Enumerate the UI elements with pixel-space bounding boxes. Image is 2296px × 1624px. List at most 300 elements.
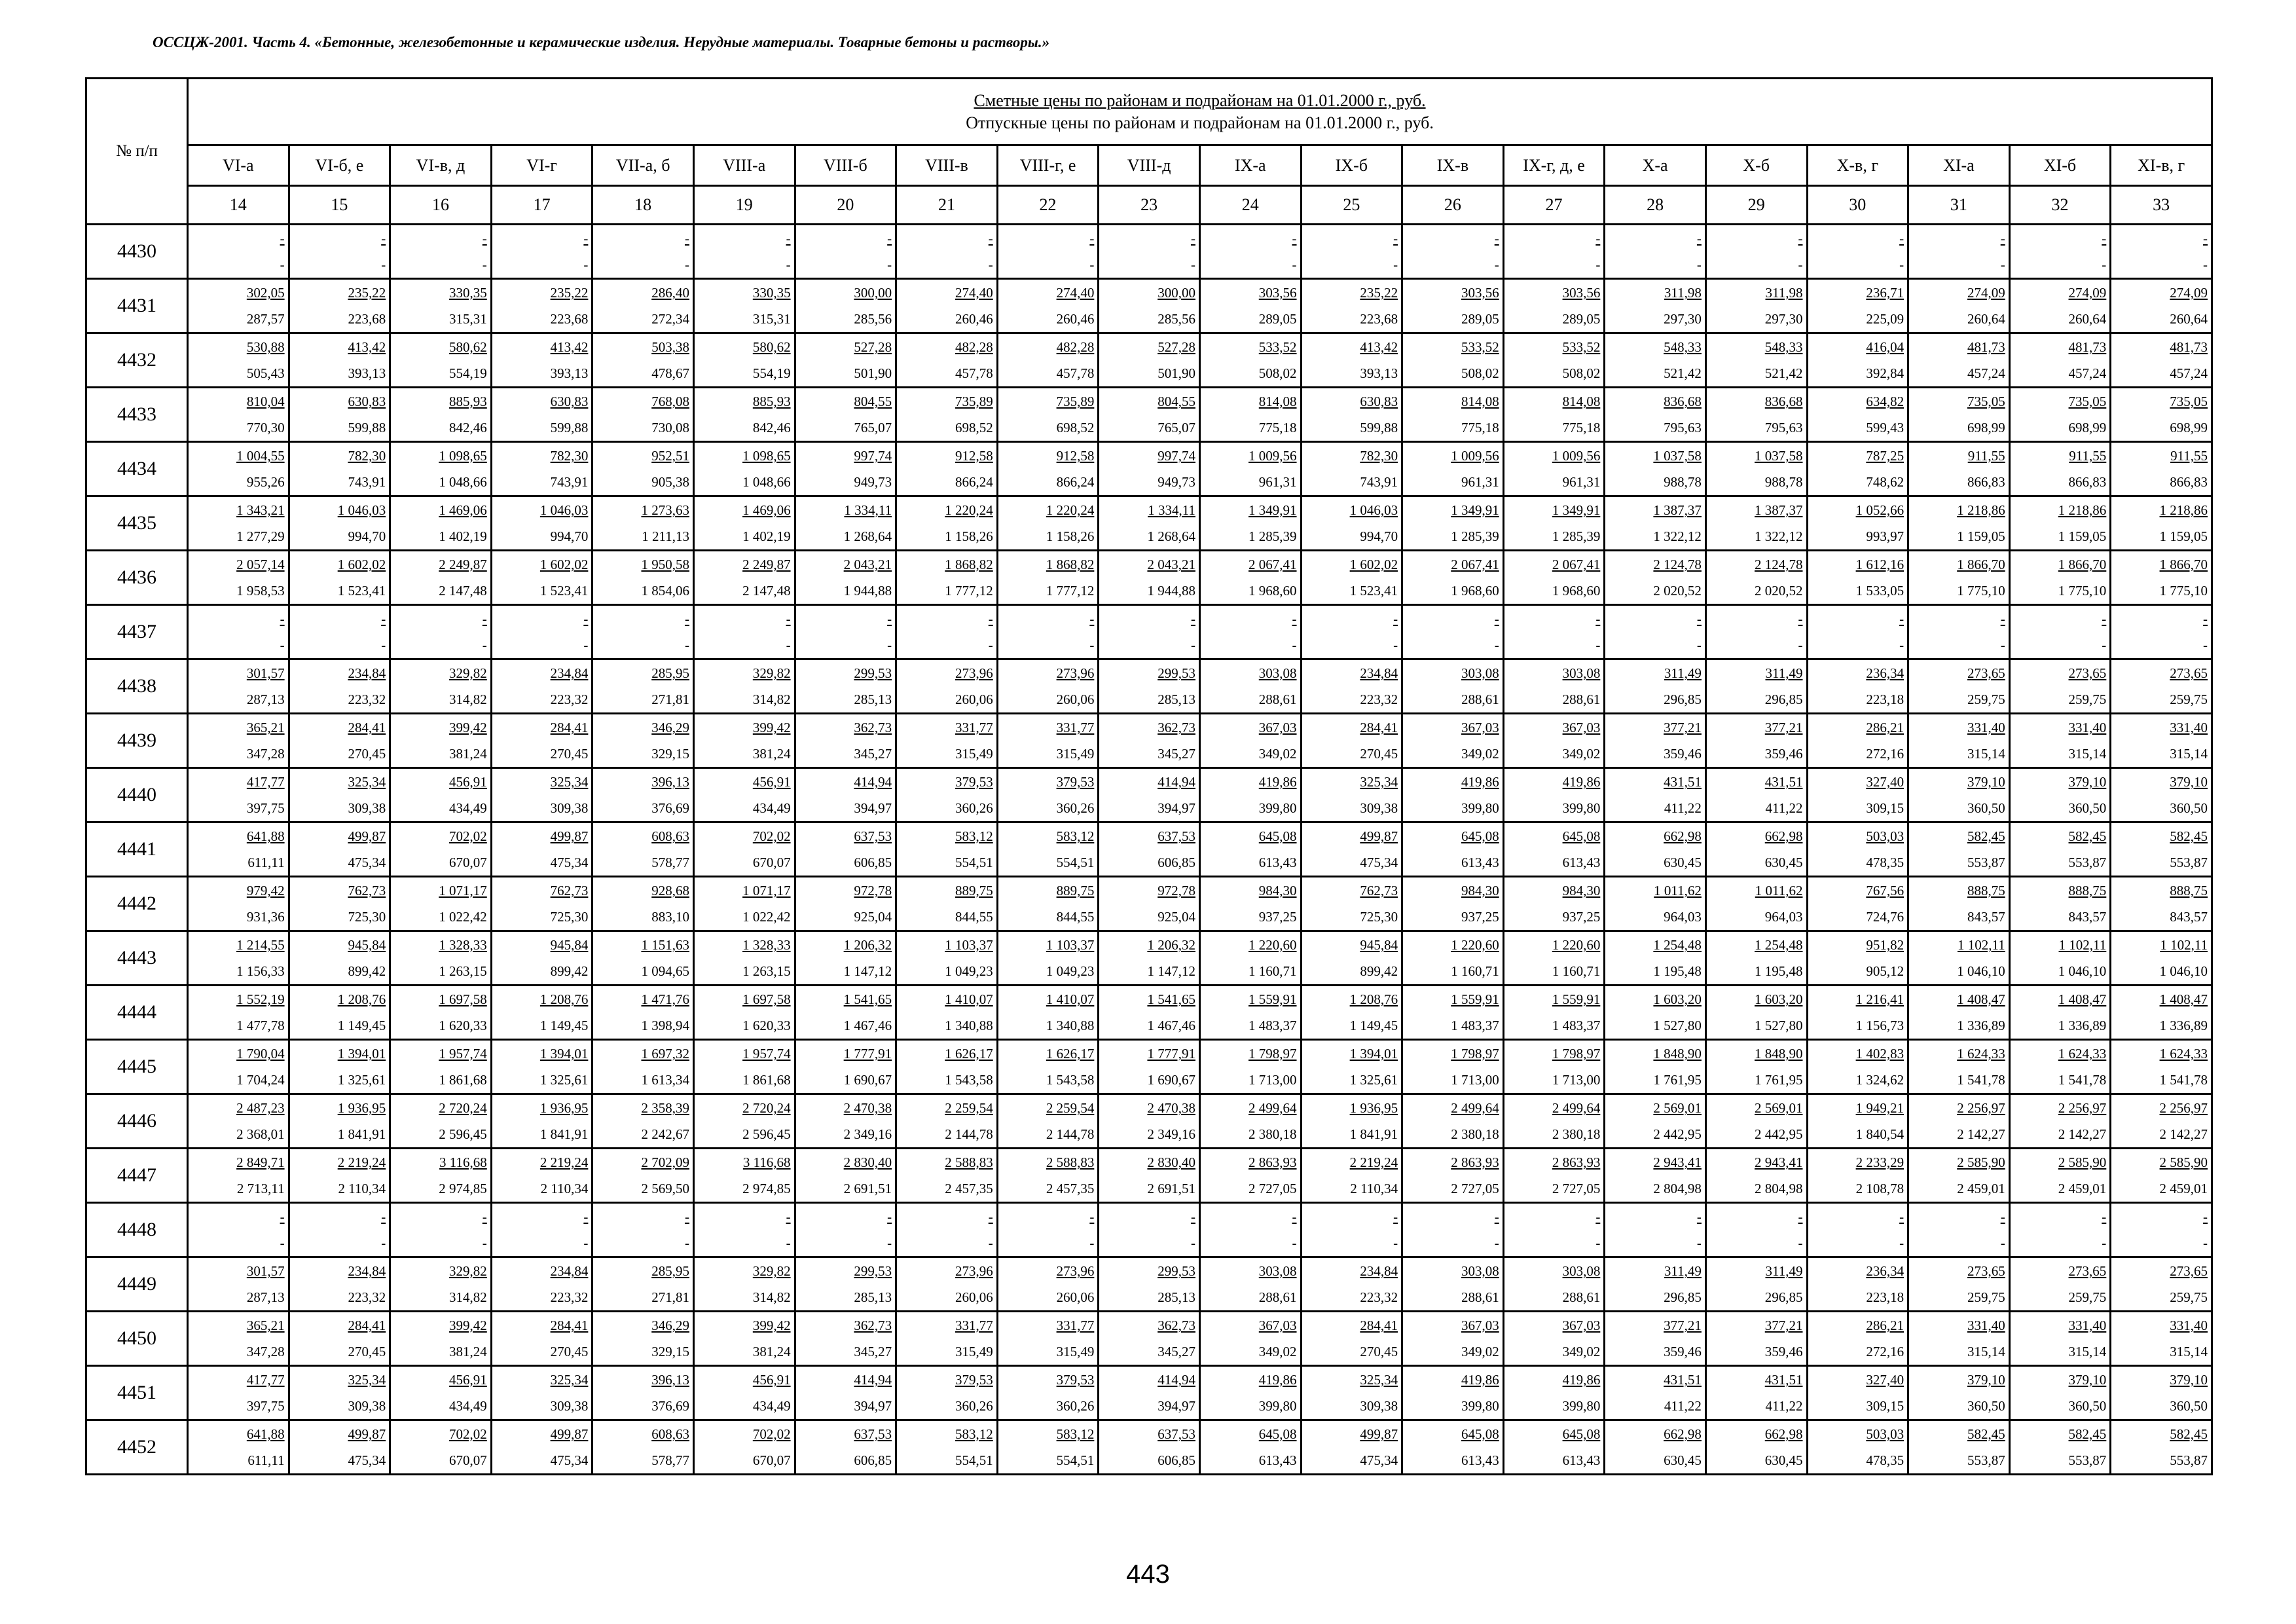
estimate-price: 1 394,01: [539, 1046, 589, 1061]
estimate-price: 303,08: [1562, 665, 1601, 681]
estimate-price: 331,77: [1056, 720, 1095, 735]
price-cell: [289, 877, 390, 931]
estimate-price: 2 588,83: [1046, 1154, 1095, 1170]
column-number: 20: [795, 186, 896, 225]
estimate-price: 1 798,97: [1451, 1046, 1499, 1061]
price-cell: [592, 551, 694, 605]
release-price: 1 841,91: [1349, 1126, 1398, 1142]
release-price: 899,42: [550, 963, 589, 979]
estimate-price: 702,02: [752, 828, 791, 844]
release-price: -: [1393, 257, 1398, 272]
release-price: 698,52: [955, 420, 993, 435]
release-price: 554,51: [955, 855, 993, 870]
price-cell: [491, 388, 592, 442]
release-price: 2 242,67: [641, 1126, 689, 1142]
estimate-price: 2 259,54: [1046, 1100, 1095, 1116]
price-cell: [896, 388, 998, 442]
release-price: -: [1393, 1235, 1398, 1251]
estimate-price: 2 499,64: [1248, 1100, 1297, 1116]
release-price: 457,24: [2170, 365, 2208, 381]
region-header: IX-б: [1301, 145, 1402, 186]
estimate-price: -: [482, 231, 487, 246]
price-cell: [289, 333, 390, 388]
price-cell: [2009, 986, 2111, 1040]
price-cell: [997, 1149, 1099, 1203]
release-price: 434,49: [449, 1398, 487, 1414]
release-price: 1 541,78: [2058, 1072, 2107, 1088]
release-price: 399,80: [1562, 800, 1601, 816]
release-price: 392,84: [1866, 365, 1904, 381]
price-cell: [491, 496, 592, 551]
price-cell: [896, 605, 998, 659]
table-row: [86, 551, 2212, 605]
estimate-price: 414,94: [854, 774, 892, 790]
release-price: 1 523,41: [337, 583, 386, 599]
price-cell: [2111, 605, 2212, 659]
price-cell: [1199, 768, 1301, 822]
release-price: 360,26: [955, 800, 993, 816]
estimate-price: 782,30: [348, 448, 386, 464]
estimate-price: 582,45: [2068, 828, 2107, 844]
release-price: 272,34: [651, 311, 689, 327]
release-price: 260,64: [2068, 311, 2107, 327]
column-number: 31: [1908, 186, 2010, 225]
release-price: 260,06: [1056, 1289, 1095, 1305]
estimate-price: 234,84: [1360, 1263, 1398, 1279]
table-row: [86, 1257, 2212, 1312]
release-price: -: [381, 1235, 386, 1251]
estimate-price: -: [583, 611, 589, 627]
row-number: 4435: [86, 496, 188, 551]
table-row: [86, 388, 2212, 442]
estimate-price: 379,10: [2170, 774, 2208, 790]
release-price: -: [2203, 637, 2208, 653]
price-cell: [1099, 1420, 1200, 1475]
row-number: 4448: [86, 1203, 188, 1257]
release-price: 1 761,95: [1653, 1072, 1702, 1088]
price-cell: [1503, 605, 1605, 659]
row-number: 4430: [86, 225, 188, 279]
release-price: 285,56: [1157, 311, 1195, 327]
release-price: 315,49: [1056, 746, 1095, 762]
estimate-price: 331,40: [2170, 1318, 2208, 1333]
release-price: 397,75: [246, 1398, 285, 1414]
estimate-price: 414,94: [1157, 774, 1195, 790]
column-number: 18: [592, 186, 694, 225]
estimate-price: 1 697,32: [641, 1046, 689, 1061]
release-price: 309,38: [1360, 1398, 1398, 1414]
row-number: 4451: [86, 1366, 188, 1420]
release-price: 285,13: [1157, 692, 1195, 707]
estimate-price: 1 868,82: [1046, 557, 1095, 572]
price-cell: [1199, 986, 1301, 1040]
release-price: 949,73: [854, 474, 892, 490]
estimate-price: 1 603,20: [1653, 991, 1702, 1007]
estimate-price: 331,77: [955, 1318, 993, 1333]
release-price: 554,19: [449, 365, 487, 381]
price-cell: [1807, 1366, 1908, 1420]
price-cell: [896, 225, 998, 279]
release-price: -: [280, 1235, 285, 1251]
estimate-price: 2 256,97: [2159, 1100, 2208, 1116]
estimate-price: 236,71: [1866, 285, 1904, 301]
release-price: 315,49: [1056, 1344, 1095, 1359]
release-price: 765,07: [1157, 420, 1195, 435]
price-cell: [188, 1203, 289, 1257]
release-price: 770,30: [246, 420, 285, 435]
estimate-price: 888,75: [2068, 883, 2107, 898]
release-price: -: [2102, 257, 2107, 272]
release-price: 381,24: [752, 1344, 791, 1359]
estimate-price: 1 552,19: [236, 991, 285, 1007]
estimate-price: 2 720,24: [439, 1100, 487, 1116]
price-cell: [1908, 714, 2010, 768]
release-price: 223,18: [1866, 1289, 1904, 1305]
release-price: 1 620,33: [439, 1018, 487, 1033]
estimate-price: 299,53: [1157, 665, 1195, 681]
release-price: 1 158,26: [1046, 528, 1095, 544]
estimate-price: -: [381, 611, 386, 627]
price-cell: [289, 496, 390, 551]
estimate-price: 889,75: [1056, 883, 1095, 898]
release-price: 866,83: [2170, 474, 2208, 490]
release-price: 1 322,12: [1755, 528, 1803, 544]
release-price: -: [887, 637, 892, 653]
estimate-price: 1 009,56: [1552, 448, 1601, 464]
price-cell: [693, 1203, 795, 1257]
release-price: 297,30: [1764, 311, 1803, 327]
release-price: 2 691,51: [843, 1181, 892, 1196]
release-price: 1 340,88: [945, 1018, 993, 1033]
price-cell: [1503, 333, 1605, 388]
release-price: 345,27: [854, 1344, 892, 1359]
price-cell: [693, 1312, 795, 1366]
release-price: 315,31: [752, 311, 791, 327]
price-cell: [188, 986, 289, 1040]
release-price: 411,22: [1664, 800, 1702, 816]
row-number: 4445: [86, 1040, 188, 1094]
estimate-price: 1 957,74: [439, 1046, 487, 1061]
estimate-price: 2 249,87: [439, 557, 487, 572]
price-cell: [693, 279, 795, 333]
price-cell: [1199, 659, 1301, 714]
row-number-header: № п/п: [86, 79, 188, 225]
price-cell: [592, 768, 694, 822]
release-price: 1 195,48: [1755, 963, 1803, 979]
estimate-price: 399,42: [752, 1318, 791, 1333]
release-price: 554,19: [752, 365, 791, 381]
price-cell: [188, 768, 289, 822]
price-cell: [1199, 1203, 1301, 1257]
price-cell: [1605, 333, 1706, 388]
price-cell: [1807, 442, 1908, 496]
estimate-price: -: [2203, 611, 2208, 627]
price-cell: [1503, 496, 1605, 551]
estimate-price: 1 009,56: [1451, 448, 1499, 464]
column-number: 19: [693, 186, 795, 225]
estimate-price: 303,08: [1562, 1263, 1601, 1279]
release-price: 399,80: [1461, 1398, 1499, 1414]
estimate-price: 2 256,97: [2058, 1100, 2107, 1116]
release-price: 393,13: [348, 365, 386, 381]
region-header: X-б: [1705, 145, 1807, 186]
column-number: 14: [188, 186, 289, 225]
release-price: 475,34: [550, 1452, 589, 1468]
price-cell: [1705, 1040, 1807, 1094]
price-cell: [1705, 659, 1807, 714]
release-price: 359,46: [1664, 746, 1702, 762]
release-price: 297,30: [1664, 311, 1702, 327]
estimate-price: 300,00: [1157, 285, 1195, 301]
release-price: -: [1798, 257, 1803, 272]
estimate-price: 1 950,58: [641, 557, 689, 572]
estimate-price: 377,21: [1664, 1318, 1702, 1333]
release-price: 630,45: [1664, 1452, 1702, 1468]
estimate-price: 1 216,41: [1855, 991, 1904, 1007]
estimate-price: 456,91: [449, 774, 487, 790]
release-price: 1 944,88: [1147, 583, 1195, 599]
price-cell: [1199, 551, 1301, 605]
estimate-price: 972,78: [854, 883, 892, 898]
price-cell: [188, 225, 289, 279]
release-price: 1 046,10: [1957, 963, 2005, 979]
estimate-price: 377,21: [1764, 1318, 1803, 1333]
estimate-price: 548,33: [1664, 339, 1702, 355]
release-price: 2 442,95: [1755, 1126, 1803, 1142]
release-price: 315,14: [2170, 1344, 2208, 1359]
estimate-price: 888,75: [2170, 883, 2208, 898]
release-price: 613,43: [1461, 1452, 1499, 1468]
release-price: -: [280, 637, 285, 653]
price-cell: [188, 388, 289, 442]
price-cell: [1402, 931, 1504, 986]
estimate-price: -: [2203, 1209, 2208, 1225]
release-price: 2 147,48: [439, 583, 487, 599]
release-price: -: [2000, 1235, 2005, 1251]
column-number: 22: [997, 186, 1099, 225]
release-price: -: [684, 257, 689, 272]
price-cell: [289, 768, 390, 822]
estimate-price: 1 410,07: [945, 991, 993, 1007]
table-row: [86, 877, 2212, 931]
release-price: 347,28: [246, 1344, 285, 1359]
price-cell: [2111, 1203, 2212, 1257]
column-number: 29: [1705, 186, 1807, 225]
price-cell: [1705, 1420, 1807, 1475]
table-row: [86, 496, 2212, 551]
estimate-price: 911,55: [1967, 448, 2005, 464]
estimate-price: 1 343,21: [236, 502, 285, 518]
estimate-price: 1 220,60: [1552, 937, 1601, 953]
price-cell: [592, 1420, 694, 1475]
price-cell: [1605, 1040, 1706, 1094]
column-number-row: [86, 186, 2212, 225]
price-cell: [1402, 659, 1504, 714]
release-price: 1 048,66: [742, 474, 791, 490]
price-cell: [997, 496, 1099, 551]
release-price: 359,46: [1764, 746, 1803, 762]
region-header: XI-а: [1908, 145, 2010, 186]
estimate-price: 804,55: [854, 394, 892, 409]
estimate-price: 329,82: [449, 665, 487, 681]
estimate-price: 2 585,90: [1957, 1154, 2005, 1170]
price-cell: [188, 496, 289, 551]
estimate-price: 431,51: [1664, 1372, 1702, 1388]
release-price: 475,34: [1360, 1452, 1398, 1468]
price-cell: [1807, 496, 1908, 551]
estimate-price: 419,86: [1562, 774, 1601, 790]
price-cell: [1705, 388, 1807, 442]
price-cell: [693, 768, 795, 822]
estimate-price: 2 588,83: [945, 1154, 993, 1170]
release-price: 360,50: [2170, 1398, 2208, 1414]
release-price: 2 974,85: [439, 1181, 487, 1196]
release-price: 259,75: [1967, 1289, 2005, 1305]
estimate-price: 419,86: [1461, 1372, 1499, 1388]
estimate-price: 1 848,90: [1653, 1046, 1702, 1061]
estimate-price: 302,05: [246, 285, 285, 301]
price-cell: [188, 279, 289, 333]
estimate-price: 303,08: [1258, 1263, 1297, 1279]
table-row: [86, 1203, 2212, 1257]
price-cell: [2111, 279, 2212, 333]
release-price: 2 110,34: [338, 1181, 386, 1196]
estimate-price: -: [280, 611, 285, 627]
price-cell: [2009, 1312, 2111, 1366]
release-price: 345,27: [854, 746, 892, 762]
price-cell: [1605, 768, 1706, 822]
release-price: -: [482, 257, 487, 272]
estimate-price: -: [1899, 1209, 1904, 1225]
price-cell: [2009, 1420, 2111, 1475]
price-cell: [1807, 605, 1908, 659]
column-number: 21: [896, 186, 998, 225]
release-price: 1 483,37: [1248, 1018, 1297, 1033]
estimate-price: 634,82: [1866, 394, 1904, 409]
price-cell: [1908, 822, 2010, 877]
price-cell: [2009, 1366, 2111, 1420]
estimate-price: -: [1292, 1209, 1297, 1225]
estimate-price: 2 358,39: [641, 1100, 689, 1116]
estimate-price: 503,38: [651, 339, 689, 355]
release-price: 578,77: [651, 1452, 689, 1468]
release-price: 844,55: [1056, 909, 1095, 925]
estimate-price: 1 208,76: [337, 991, 386, 1007]
price-cell: [188, 333, 289, 388]
estimate-price: 362,73: [1157, 720, 1195, 735]
estimate-price: 273,65: [2068, 665, 2107, 681]
release-price: 866,24: [955, 474, 993, 490]
release-price: 1 285,39: [1248, 528, 1297, 544]
price-cell: [795, 986, 896, 1040]
price-cell: [1099, 1040, 1200, 1094]
price-cell: [1807, 714, 1908, 768]
price-cell: [1503, 1149, 1605, 1203]
price-cell: [2009, 877, 2111, 931]
column-number: 33: [2111, 186, 2212, 225]
release-price: 2 142,27: [2058, 1126, 2107, 1142]
release-price: 359,46: [1664, 1344, 1702, 1359]
release-price: 2 368,01: [236, 1126, 285, 1142]
release-price: 309,15: [1866, 1398, 1904, 1414]
release-price: 270,45: [348, 1344, 386, 1359]
price-cell: [491, 768, 592, 822]
estimate-price: 362,73: [1157, 1318, 1195, 1333]
table-row: [86, 605, 2212, 659]
price-cell: [592, 1040, 694, 1094]
release-price: 349,02: [1562, 1344, 1601, 1359]
price-cell: [2111, 496, 2212, 551]
price-cell: [592, 1149, 694, 1203]
region-header: VIII-г, е: [997, 145, 1099, 186]
estimate-price: 945,84: [1360, 937, 1398, 953]
estimate-price: 1 151,63: [641, 937, 689, 953]
estimate-price: 637,53: [854, 1426, 892, 1442]
release-price: 399,80: [1562, 1398, 1601, 1414]
estimate-price: -: [1595, 611, 1601, 627]
estimate-price: 456,91: [449, 1372, 487, 1388]
price-cell: [1605, 1203, 1706, 1257]
release-price: 260,64: [2170, 311, 2208, 327]
estimate-price: 804,55: [1157, 394, 1195, 409]
price-cell: [289, 225, 390, 279]
release-price: 260,46: [1056, 311, 1095, 327]
release-price: 1 277,29: [236, 528, 285, 544]
estimate-price: -: [1089, 231, 1095, 246]
release-price: -: [2000, 257, 2005, 272]
estimate-price: -: [280, 1209, 285, 1225]
release-price: 1 160,71: [1451, 963, 1499, 979]
row-number: 4433: [86, 388, 188, 442]
price-cell: [896, 659, 998, 714]
release-price: 393,13: [550, 365, 589, 381]
estimate-price: 399,42: [449, 1318, 487, 1333]
release-price: 630,45: [1664, 855, 1702, 870]
estimate-price: -: [1393, 1209, 1398, 1225]
price-cell: [1301, 1149, 1402, 1203]
release-price: 285,13: [1157, 1289, 1195, 1305]
price-cell: [390, 1257, 492, 1312]
release-price: 1 761,95: [1755, 1072, 1803, 1088]
release-price: 1 336,89: [1957, 1018, 2005, 1033]
price-cell: [188, 931, 289, 986]
price-cell: [2009, 1149, 2111, 1203]
price-cell: [795, 551, 896, 605]
price-cell: [592, 1366, 694, 1420]
estimate-price: 1 037,58: [1755, 448, 1803, 464]
estimate-price: 303,08: [1461, 1263, 1499, 1279]
price-cell: [1301, 1203, 1402, 1257]
release-price: 521,42: [1664, 365, 1702, 381]
estimate-price: 2 499,64: [1451, 1100, 1499, 1116]
price-cell: [896, 1257, 998, 1312]
price-cell: [1402, 1312, 1504, 1366]
price-cell: [1503, 225, 1605, 279]
release-price: 260,64: [1967, 311, 2005, 327]
price-cell: [390, 931, 492, 986]
price-cell: [896, 714, 998, 768]
estimate-price: 1 402,83: [1855, 1046, 1904, 1061]
estimate-price: 662,98: [1764, 828, 1803, 844]
price-cell: [1503, 822, 1605, 877]
release-price: 223,32: [550, 1289, 589, 1305]
estimate-price: 301,57: [246, 1263, 285, 1279]
estimate-price: 702,02: [752, 1426, 791, 1442]
release-price: -: [1595, 257, 1601, 272]
price-cell: [1099, 1094, 1200, 1149]
release-price: 725,30: [1360, 909, 1398, 925]
release-price: 411,22: [1664, 1398, 1702, 1414]
